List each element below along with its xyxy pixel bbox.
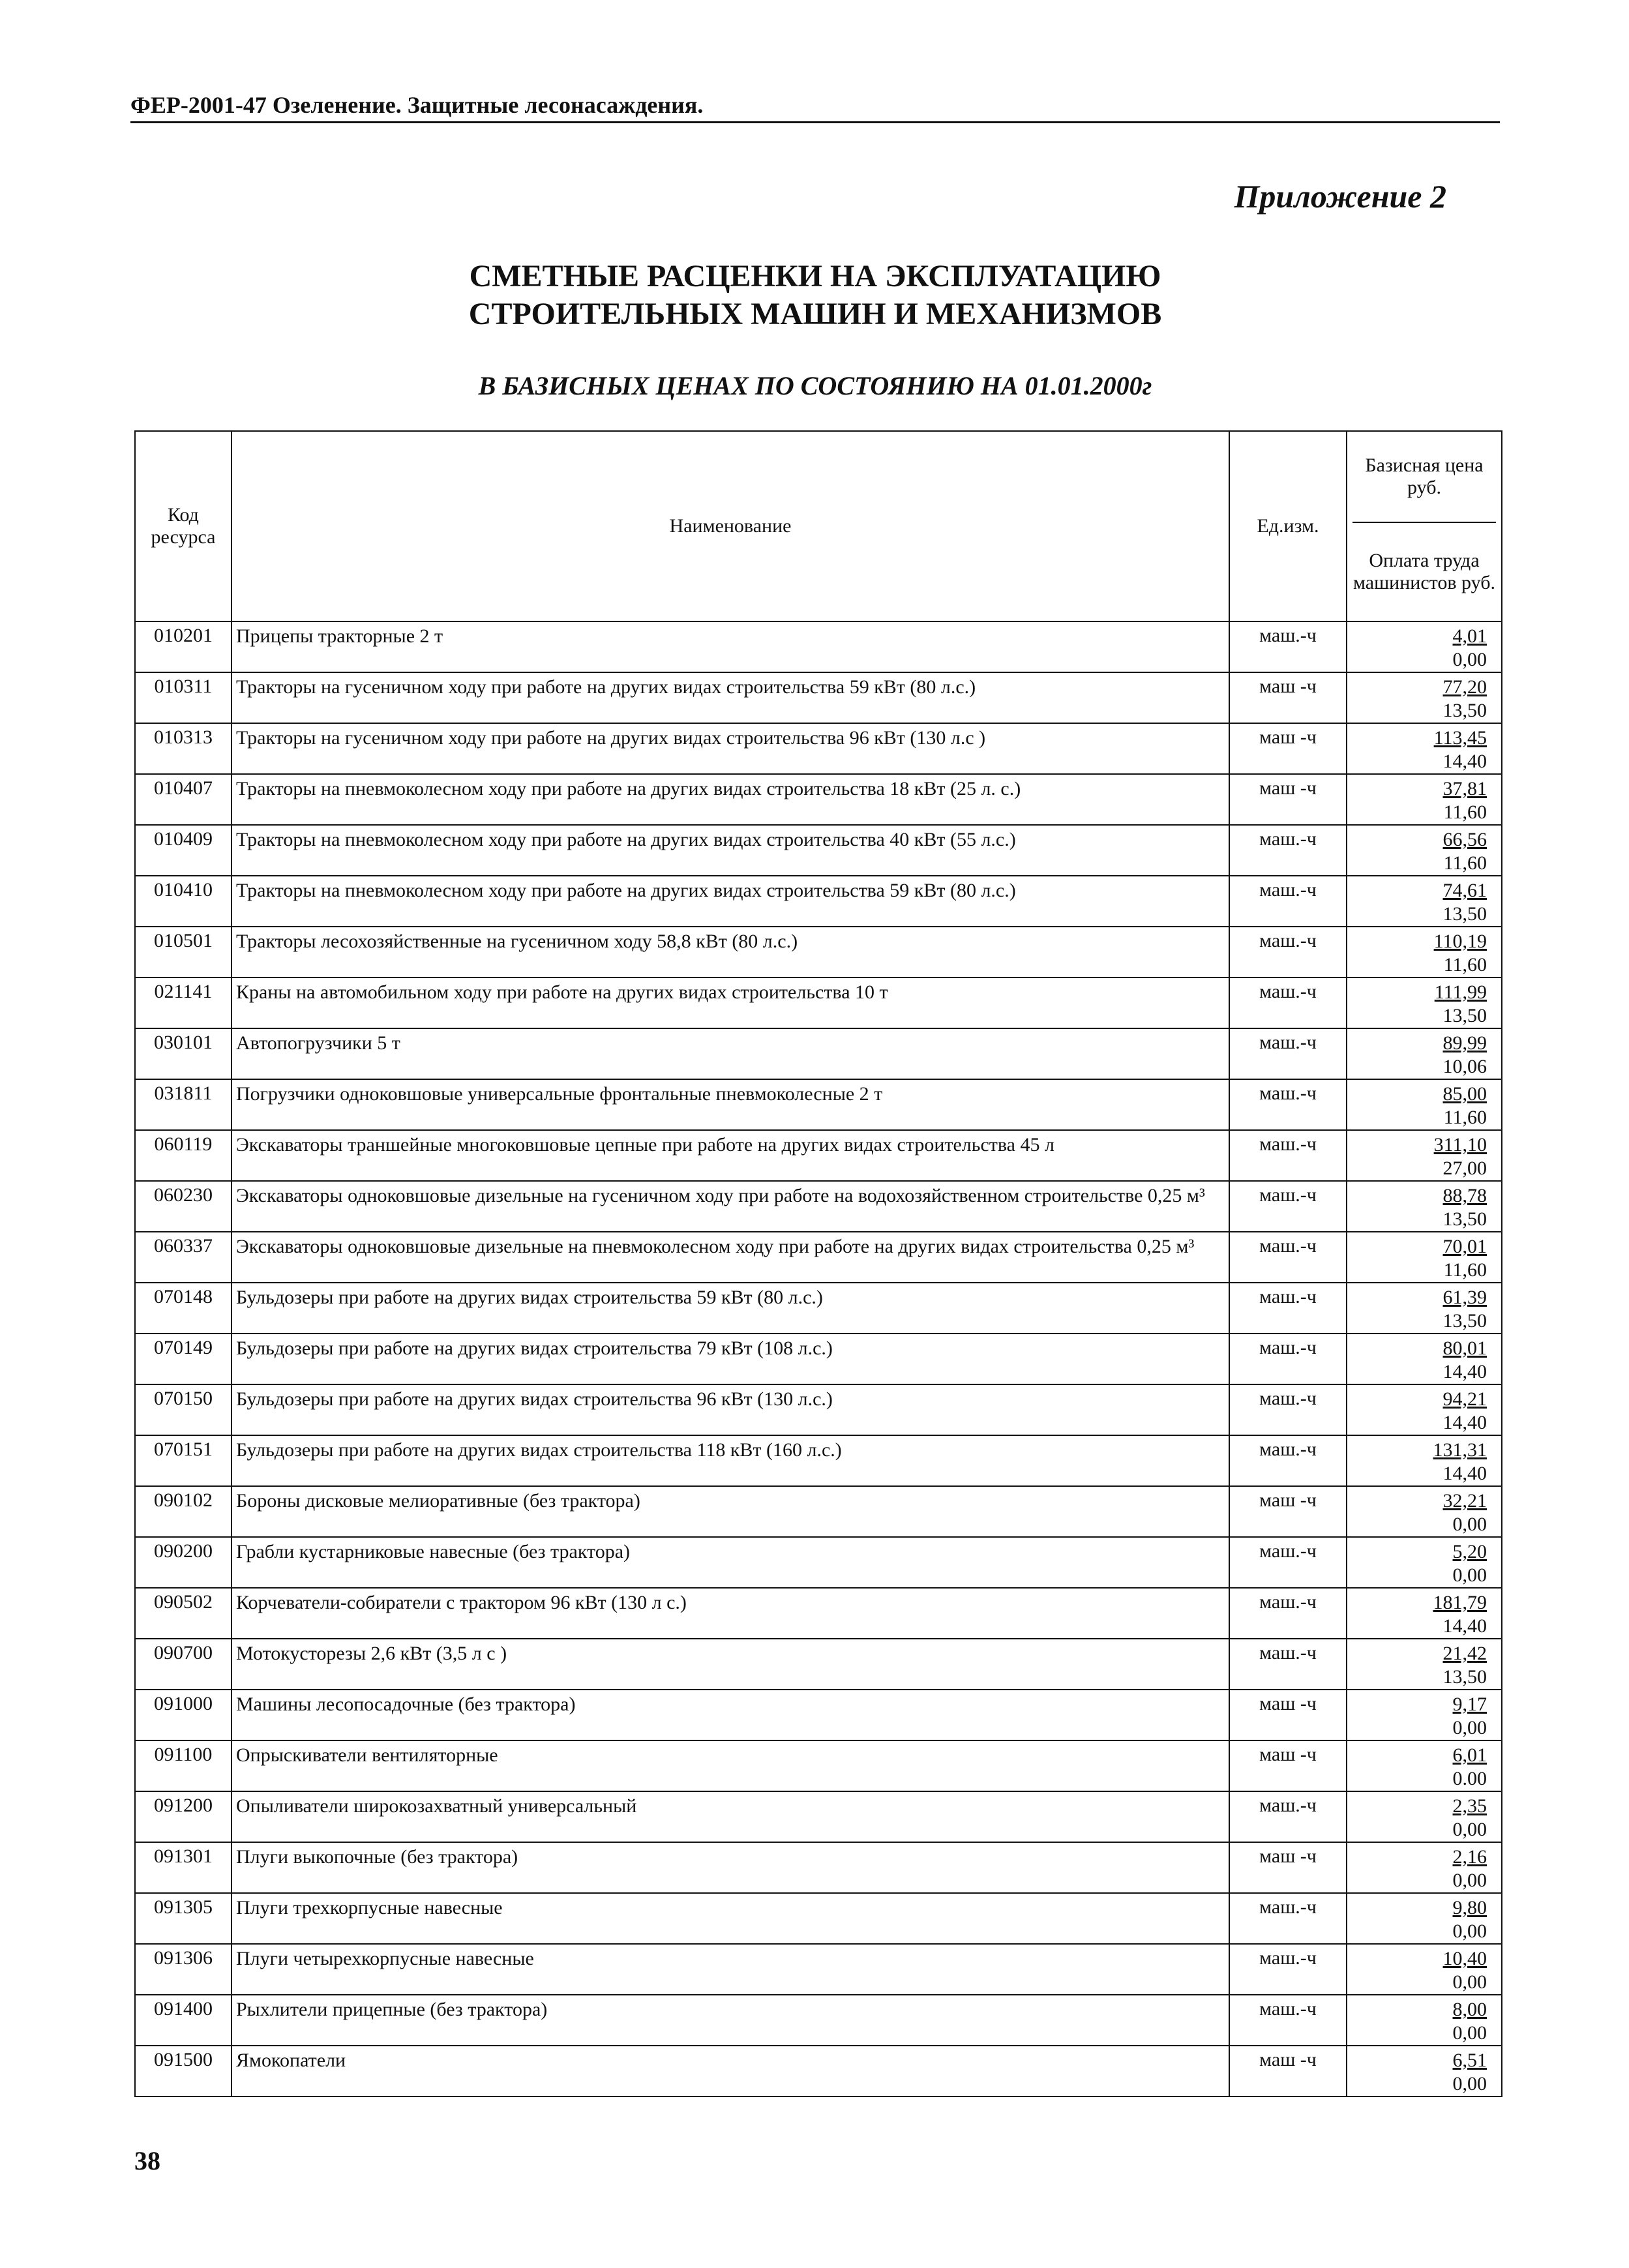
table-row — [135, 621, 1502, 672]
operator-wage: 0,00 — [1452, 1920, 1487, 1942]
resource-unit: маш -ч — [1229, 1690, 1347, 1740]
table-row — [135, 1435, 1502, 1486]
base-price: 4,01 — [1452, 625, 1487, 647]
resource-name: Ямокопатели — [232, 2046, 1229, 2096]
base-price: 61,39 — [1442, 1287, 1487, 1308]
price-cell — [1347, 1334, 1502, 1384]
resource-unit: маш -ч — [1229, 723, 1347, 774]
base-price: 9,17 — [1452, 1694, 1487, 1715]
resource-unit: маш -ч — [1229, 672, 1347, 723]
resource-name: Бульдозеры при работе на других видах строительства 79 кВт (108 л.с.) — [232, 1334, 1229, 1384]
resource-code: 060119 — [135, 1130, 232, 1181]
resource-name: Плуги трехкорпусные навесные — [232, 1893, 1229, 1944]
operator-wage: 13,50 — [1442, 903, 1487, 925]
base-price: 77,20 — [1442, 676, 1487, 698]
resource-name: Автопогрузчики 5 т — [232, 1028, 1229, 1079]
operator-wage: 13,50 — [1442, 700, 1487, 721]
resource-code: 070149 — [135, 1334, 232, 1384]
price-cell — [1347, 977, 1502, 1028]
price-cell — [1347, 1130, 1502, 1181]
base-price: 2,16 — [1452, 1846, 1487, 1868]
resource-unit: маш -ч — [1229, 1842, 1347, 1893]
base-price: 9,80 — [1452, 1897, 1487, 1918]
resource-code: 010407 — [135, 774, 232, 825]
price-cell — [1347, 723, 1502, 774]
document-subtitle: В БАЗИСНЫХ ЦЕНАХ ПО СОСТОЯНИЮ НА 01.01.2000г — [478, 371, 1152, 400]
resource-code: 090502 — [135, 1588, 232, 1639]
resource-name: Тракторы на гусеничном ходу при работе на других видах строительства 59 кВт (80 л.с.) — [232, 672, 1229, 723]
table-row — [135, 1893, 1502, 1944]
table-row — [135, 1334, 1502, 1384]
price-cell — [1347, 927, 1502, 977]
table-row — [135, 1740, 1502, 1791]
operator-wage: 13,50 — [1442, 1005, 1487, 1026]
price-cell — [1347, 825, 1502, 876]
table-row — [135, 672, 1502, 723]
resource-code: 091200 — [135, 1791, 232, 1842]
base-price: 89,99 — [1442, 1032, 1487, 1054]
operator-wage: 14,40 — [1442, 1463, 1487, 1484]
resource-unit: маш -ч — [1229, 2046, 1347, 2096]
table-row — [135, 876, 1502, 927]
price-cell — [1347, 1181, 1502, 1232]
resource-unit: маш.-ч — [1229, 1130, 1347, 1181]
operator-wage: 0,00 — [1452, 1564, 1487, 1586]
price-cell — [1347, 1283, 1502, 1334]
resource-name: Мотокусторезы 2,6 кВт (3,5 л с ) — [232, 1639, 1229, 1690]
resource-name: Экскаваторы одноковшовые дизельные на пневмоколесном ходу при работе на других видах строительства 0,25 м³ — [232, 1232, 1229, 1283]
resource-code: 070150 — [135, 1384, 232, 1435]
price-cell — [1347, 1944, 1502, 1995]
resource-unit: маш.-ч — [1229, 1079, 1347, 1130]
table-row — [135, 1944, 1502, 1995]
base-price: 32,21 — [1442, 1490, 1487, 1512]
base-price: 113,45 — [1433, 727, 1487, 749]
price-cell — [1347, 1791, 1502, 1842]
resource-unit: маш.-ч — [1229, 1588, 1347, 1639]
base-price: 85,00 — [1442, 1083, 1487, 1105]
resource-unit: маш.-ч — [1229, 825, 1347, 876]
resource-name: Тракторы лесохозяйственные на гусеничном ходу 58,8 кВт (80 л.с.) — [232, 927, 1229, 977]
resource-unit: маш.-ч — [1229, 1334, 1347, 1384]
operator-wage: 11,60 — [1443, 852, 1487, 874]
operator-wage: 27,00 — [1442, 1157, 1487, 1179]
table-row — [135, 2046, 1502, 2096]
base-price: 70,01 — [1442, 1236, 1487, 1257]
title-line-2: СТРОИТЕЛЬНЫХ МАШИН И МЕХАНИЗМОВ — [468, 297, 1162, 331]
resource-code: 010410 — [135, 876, 232, 927]
resource-name: Тракторы на пневмоколесном ходу при работе на других видах строительства 18 кВт (25 л. с.) — [232, 774, 1229, 825]
price-cell — [1347, 672, 1502, 723]
resource-unit: маш.-ч — [1229, 1944, 1347, 1995]
resource-unit: маш -ч — [1229, 1486, 1347, 1537]
operator-wage: 14,40 — [1442, 1361, 1487, 1382]
base-price: 181,79 — [1433, 1592, 1487, 1613]
resource-code: 090102 — [135, 1486, 232, 1537]
resource-unit: маш.-ч — [1229, 1435, 1347, 1486]
resource-unit: маш.-ч — [1229, 1893, 1347, 1944]
resource-code: 030101 — [135, 1028, 232, 1079]
operator-wage: 0,00 — [1452, 1870, 1487, 1891]
price-table — [134, 430, 1502, 2097]
resource-code: 070151 — [135, 1435, 232, 1486]
resource-unit: маш.-ч — [1229, 1181, 1347, 1232]
resource-code: 060337 — [135, 1232, 232, 1283]
resource-unit: маш -ч — [1229, 1740, 1347, 1791]
table-row — [135, 723, 1502, 774]
resource-code: 090200 — [135, 1537, 232, 1588]
price-cell — [1347, 2046, 1502, 2096]
resource-name: Тракторы на пневмоколесном ходу при работе на других видах строительства 40 кВт (55 л.с.) — [232, 825, 1229, 876]
resource-unit: маш.-ч — [1229, 1384, 1347, 1435]
resource-code: 090700 — [135, 1639, 232, 1690]
column-header-name: Наименование — [232, 431, 1229, 621]
resource-code: 010409 — [135, 825, 232, 876]
price-cell — [1347, 1232, 1502, 1283]
resource-name: Плуги выкопочные (без трактора) — [232, 1842, 1229, 1893]
resource-code: 031811 — [135, 1079, 232, 1130]
resource-code: 091305 — [135, 1893, 232, 1944]
operator-wage: 0.00 — [1452, 1768, 1487, 1789]
price-cell — [1347, 876, 1502, 927]
price-cell — [1347, 774, 1502, 825]
resource-name: Плуги четырехкорпусные навесные — [232, 1944, 1229, 1995]
base-price: 2,35 — [1452, 1795, 1487, 1817]
operator-wage: 0,00 — [1452, 2073, 1487, 2095]
operator-wage: 0,00 — [1452, 1819, 1487, 1840]
operator-wage: 13,50 — [1442, 1666, 1487, 1688]
table-row — [135, 1588, 1502, 1639]
operator-wage: 11,60 — [1443, 954, 1487, 976]
table-row — [135, 1079, 1502, 1130]
resource-unit: маш.-ч — [1229, 1639, 1347, 1690]
price-cell — [1347, 1486, 1502, 1537]
resource-code: 060230 — [135, 1181, 232, 1232]
operator-wage: 0,00 — [1452, 2022, 1487, 2044]
price-cell — [1347, 1842, 1502, 1893]
operator-wage: 11,60 — [1443, 1259, 1487, 1281]
base-price: 88,78 — [1442, 1185, 1487, 1206]
resource-unit: маш.-ч — [1229, 1028, 1347, 1079]
resource-name: Машины лесопосадочные (без трактора) — [232, 1690, 1229, 1740]
operator-wage: 11,60 — [1443, 1107, 1487, 1128]
table-row — [135, 1384, 1502, 1435]
resource-name: Опыливатели широкозахватный универсальный — [232, 1791, 1229, 1842]
resource-code: 021141 — [135, 977, 232, 1028]
base-price: 6,51 — [1452, 2050, 1487, 2071]
resource-code: 091500 — [135, 2046, 232, 2096]
resource-name: Бульдозеры при работе на других видах строительства 59 кВт (80 л.с.) — [232, 1283, 1229, 1334]
resource-code: 091000 — [135, 1690, 232, 1740]
table-row — [135, 1842, 1502, 1893]
base-price: 21,42 — [1442, 1643, 1487, 1664]
table-row — [135, 1028, 1502, 1079]
resource-name: Тракторы на пневмоколесном ходу при работе на других видах строительства 59 кВт (80 л.с.) — [232, 876, 1229, 927]
column-header-wage: Оплата труда машинистов руб. — [1353, 550, 1496, 593]
price-cell — [1347, 1079, 1502, 1130]
resource-name: Погрузчики одноковшовые универсальные фронтальные пневмоколесные 2 т — [232, 1079, 1229, 1130]
base-price: 10,40 — [1442, 1948, 1487, 1969]
resource-unit: маш.-ч — [1229, 977, 1347, 1028]
table-row — [135, 1995, 1502, 2046]
base-price: 74,61 — [1442, 880, 1487, 901]
base-price: 8,00 — [1452, 1999, 1487, 2020]
price-cell — [1347, 1893, 1502, 1944]
base-price: 66,56 — [1442, 829, 1487, 850]
resource-unit: маш.-ч — [1229, 1283, 1347, 1334]
resource-name: Корчеватели-собиратели с трактором 96 кВт (130 л с.) — [232, 1588, 1229, 1639]
resource-name: Бульдозеры при работе на других видах строительства 118 кВт (160 л.с.) — [232, 1435, 1229, 1486]
column-header-unit: Ед.изм. — [1229, 431, 1347, 621]
price-cell — [1347, 1995, 1502, 2046]
table-row — [135, 1181, 1502, 1232]
price-cell — [1347, 621, 1502, 672]
operator-wage: 10,06 — [1442, 1056, 1487, 1077]
resource-name: Экскаваторы траншейные многоковшовые цепные при работе на других видах строительства 45 л — [232, 1130, 1229, 1181]
resource-unit: маш.-ч — [1229, 1995, 1347, 2046]
operator-wage: 0,00 — [1452, 1717, 1487, 1738]
table-row — [135, 977, 1502, 1028]
price-cell — [1347, 1028, 1502, 1079]
table-row — [135, 1130, 1502, 1181]
base-price: 6,01 — [1452, 1744, 1487, 1766]
base-price: 80,01 — [1442, 1337, 1487, 1359]
base-price: 37,81 — [1442, 778, 1487, 799]
running-header: ФЕР-2001-47 Озеленение. Защитные лесонасаждения. — [130, 91, 1500, 123]
resource-code: 010501 — [135, 927, 232, 977]
base-price: 110,19 — [1433, 931, 1487, 952]
base-price: 311,10 — [1433, 1134, 1487, 1156]
base-price: 131,31 — [1433, 1439, 1487, 1461]
resource-code: 070148 — [135, 1283, 232, 1334]
resource-code: 010313 — [135, 723, 232, 774]
resource-unit: маш.-ч — [1229, 876, 1347, 927]
table-row — [135, 1486, 1502, 1537]
table-row — [135, 825, 1502, 876]
price-cell — [1347, 1690, 1502, 1740]
resource-name: Рыхлители прицепные (без трактора) — [232, 1995, 1229, 2046]
resource-name: Тракторы на гусеничном ходу при работе на других видах строительства 96 кВт (130 л.с ) — [232, 723, 1229, 774]
base-price: 111,99 — [1434, 981, 1487, 1003]
column-header-base-price: Базисная цена руб. — [1365, 455, 1484, 498]
resource-unit: маш.-ч — [1229, 1537, 1347, 1588]
operator-wage: 13,50 — [1442, 1208, 1487, 1230]
operator-wage: 0,00 — [1452, 1971, 1487, 1993]
resource-name: Краны на автомобильном ходу при работе на других видах строительства 10 т — [232, 977, 1229, 1028]
resource-name: Грабли кустарниковые навесные (без трактора) — [232, 1537, 1229, 1588]
operator-wage: 0,00 — [1452, 649, 1487, 670]
price-cell — [1347, 1740, 1502, 1791]
resource-code: 010201 — [135, 621, 232, 672]
operator-wage: 0,00 — [1452, 1514, 1487, 1535]
resource-code: 091306 — [135, 1944, 232, 1995]
resource-unit: маш.-ч — [1229, 621, 1347, 672]
table-row — [135, 1537, 1502, 1588]
resource-name: Прицепы тракторные 2 т — [232, 621, 1229, 672]
document-title — [0, 258, 1629, 333]
resource-unit: маш.-ч — [1229, 927, 1347, 977]
operator-wage: 14,40 — [1442, 1615, 1487, 1637]
resource-code: 091400 — [135, 1995, 232, 2046]
page-number: 38 — [134, 2146, 160, 2175]
operator-wage: 14,40 — [1442, 1412, 1487, 1433]
title-line-1: СМЕТНЫЕ РАСЦЕНКИ НА ЭКСПЛУАТАЦИЮ — [469, 259, 1161, 293]
resource-name: Экскаваторы одноковшовые дизельные на гусеничном ходу при работе на водохозяйственном строительстве 0,25 м³ — [232, 1181, 1229, 1232]
resource-name: Бороны дисковые мелиоративные (без трактора) — [232, 1486, 1229, 1537]
table-row — [135, 1639, 1502, 1690]
resource-code: 010311 — [135, 672, 232, 723]
table-row — [135, 774, 1502, 825]
column-header-price — [1347, 431, 1502, 621]
table-row — [135, 1283, 1502, 1334]
resource-unit: маш.-ч — [1229, 1232, 1347, 1283]
resource-name: Бульдозеры при работе на других видах строительства 96 кВт (130 л.с.) — [232, 1384, 1229, 1435]
operator-wage: 13,50 — [1442, 1310, 1487, 1332]
appendix-label: Приложение 2 — [1234, 178, 1446, 215]
table-row — [135, 927, 1502, 977]
resource-unit: маш.-ч — [1229, 1791, 1347, 1842]
operator-wage: 11,60 — [1443, 801, 1487, 823]
price-cell — [1347, 1639, 1502, 1690]
operator-wage: 14,40 — [1442, 751, 1487, 772]
price-cell — [1347, 1435, 1502, 1486]
column-header-code: Код ресурса — [135, 431, 232, 621]
base-price: 94,21 — [1442, 1388, 1487, 1410]
table-row — [135, 1232, 1502, 1283]
base-price: 5,20 — [1452, 1541, 1487, 1562]
table-row — [135, 1690, 1502, 1740]
resource-unit: маш -ч — [1229, 774, 1347, 825]
resource-name: Опрыскиватели вентиляторные — [232, 1740, 1229, 1791]
table-row — [135, 1791, 1502, 1842]
resource-code: 091100 — [135, 1740, 232, 1791]
price-cell — [1347, 1588, 1502, 1639]
price-cell — [1347, 1384, 1502, 1435]
resource-code: 091301 — [135, 1842, 232, 1893]
price-cell — [1347, 1537, 1502, 1588]
